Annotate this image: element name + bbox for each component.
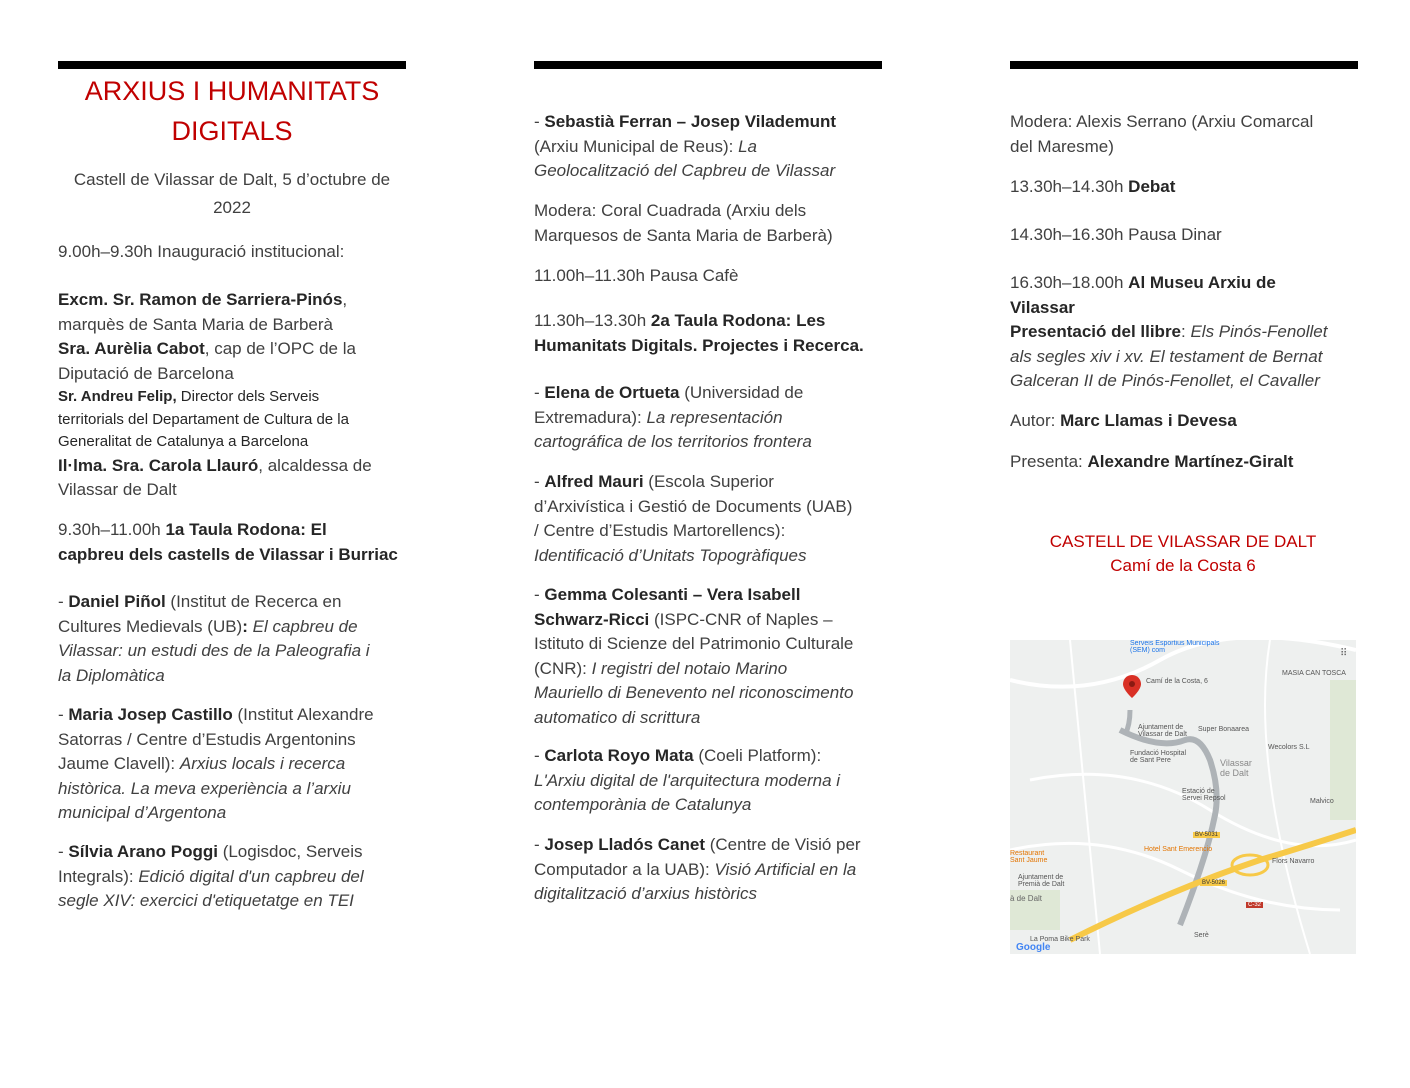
map-label: Restaurant Sant Jaume (1010, 850, 1048, 864)
venue-address: Camí de la Costa 6 (1110, 556, 1256, 575)
event-subtitle: Castell de Vilassar de Dalt, 5 d’octubre de 2022 (73, 170, 391, 217)
session-item: - Josep Lladós Canet (Centre de Visió per Computador a la UAB): Visió Artificial en la digitalització d’arxius històrics (534, 835, 861, 903)
map-label: Vilassar de Dalt (1220, 758, 1252, 778)
coffee-break: 11.00h–11.30h Pausa Cafè (534, 266, 739, 285)
map-label: Super Bonaarea (1198, 726, 1249, 733)
moderator-block: Modera: Alexis Serrano (Arxiu Comarcal del Maresme) (1010, 112, 1314, 156)
session-item: - Carlota Royo Mata (Coeli Platform): L'Arxiu digital de l'arquitectura moderna i contemporània de Catalunya (534, 746, 841, 814)
map-label: MASIA CAN TOSCA (1282, 670, 1346, 677)
map-label: Flors Navarro (1272, 858, 1315, 865)
map-label: Hotel Sant Emerencio (1144, 846, 1213, 853)
map-label: à de Dalt (1010, 894, 1043, 903)
session-item: - Sílvia Arano Poggi (Logisdoc, Serveis Integrals): Edició digital d'un capbreu del segle XIV: exercici d'etiquetatge en TEI (58, 842, 364, 910)
road-shield: BV-5031 (1195, 832, 1219, 838)
road-shield: BV-5026 (1202, 880, 1226, 886)
session-item: - Daniel Piñol (Institut de Recerca en Cultures Medievals (UB): El capbreu de Vilassar: un estudi des de la Paleografia i la Diplomàtica (58, 592, 370, 685)
map-label: Wecolors S.L (1268, 744, 1310, 751)
map-label: Estació de Servei Repsol (1182, 788, 1226, 802)
grid-icon[interactable]: ⠿ (1340, 648, 1348, 659)
map-label: Serè (1194, 932, 1209, 939)
inauguration-line: 9.00h–9.30h Inauguració institucional: (58, 242, 345, 261)
speaker-name: Sra. Aurèlia Cabot (58, 339, 205, 358)
presenter-line: Presenta: Alexandre Martínez-Giralt (1010, 452, 1294, 471)
column1-top-rule (58, 61, 406, 69)
book-presentation: 16.30h–18.00h Al Museu Arxiu de Vilassar Presentació del llibre: Els Pinós-Fenollet als segles xiv i xv. El testament de Bernat Galceran II de Pinós-Fenollet, el Cavaller (1010, 273, 1328, 390)
session-item: - Gemma Colesanti – Vera Isabell Schwarz-Ricci (ISPC-CNR of Naples – Istituto di Scienze del Patrimonio Culturale (CNR): I registri del notaio Marino Mauriello di Benevento nel riconoscimento automatico di scrittura (534, 585, 854, 727)
author-line: Autor: Marc Llamas i Devesa (1010, 411, 1237, 430)
map-label: Malvico (1310, 798, 1334, 805)
session-item: - Sebastià Ferran – Josep Vilademunt (Arxiu Municipal de Reus): La Geolocalització del Capbreu de Vilassar (534, 112, 837, 180)
venue-name: CASTELL DE VILASSAR DE DALT (1049, 532, 1317, 551)
moderator-block: Modera: Coral Cuadrada (Arxiu dels Marquesos de Santa Maria de Barberà) (534, 201, 833, 245)
road-shield: C-32 (1248, 902, 1262, 908)
pin-label: Camí de la Costa, 6 (1146, 678, 1208, 685)
speaker-name: Il·lma. Sra. Carola Llauró (58, 455, 259, 475)
debate-line: 13.30h–14.30h Debat (1010, 177, 1176, 196)
column2-top-rule (534, 61, 882, 69)
lunch-break: 14.30h–16.30h Pausa Dinar (1010, 225, 1222, 244)
speaker-name: Sr. Andreu Felip, (58, 388, 177, 405)
session-item: - Maria Josep Castillo (Institut Alexandre Satorras / Centre d’Estudis Argentonins Jaume Clavell): Arxius locals i recerca històrica. La meva experiència a l’arxiu municipal d’Argentona (58, 705, 374, 822)
speakers-block: Excm. Sr. Ramon de Sarriera-Pinós, marquès de Santa Maria de Barberà Sra. Aurèlia Cabot, cap de l’OPC de la Diputació de Barcelona Sr. Andreu Felip, Director dels Serveis territorials del Departament de Cultura de la Generalitat de Catalunya a Barcelona Il·lma. Sra. Carola Llauró, alcaldessa de Vilassar de Dalt (58, 290, 372, 499)
column3-top-rule (1010, 61, 1358, 69)
map-label: Fundació Hospital de Sant Pere (1130, 750, 1187, 764)
map-label: Ajuntament de Premià de Dalt (1018, 874, 1065, 888)
location-map[interactable] (1010, 640, 1356, 954)
map-label: Serveis Esportius Municipals (SEM) com (1130, 640, 1220, 654)
venue-block (1010, 530, 1356, 578)
session-item: - Elena de Ortueta (Universidad de Extremadura): La representación cartográfica de los territorios frontera (534, 383, 812, 451)
session-item: - Alfred Mauri (Escola Superior d’Arxivística i Gestió de Documents (UAB) / Centre d’Estudis Martorellencs): Identificació d’Unitats Topogràfiques (534, 472, 853, 565)
map-label: Ajuntament de Vilassar de Dalt (1138, 724, 1187, 738)
round-table-2-heading: 11.30h–13.30h 2a Taula Rodona: Les Humanitats Digitals. Projectes i Recerca. (534, 311, 864, 355)
google-logo: Google (1016, 942, 1051, 953)
page-title: ARXIUS I HUMANITATS DIGITALS (84, 76, 380, 146)
round-table-1-heading: 9.30h–11.00h 1a Taula Rodona: El capbreu dels castells de Vilassar i Burriac (58, 520, 398, 564)
map-label: La Poma Bike Park (1030, 936, 1090, 943)
speaker-name: Excm. Sr. Ramon de Sarriera-Pinós (58, 290, 343, 309)
